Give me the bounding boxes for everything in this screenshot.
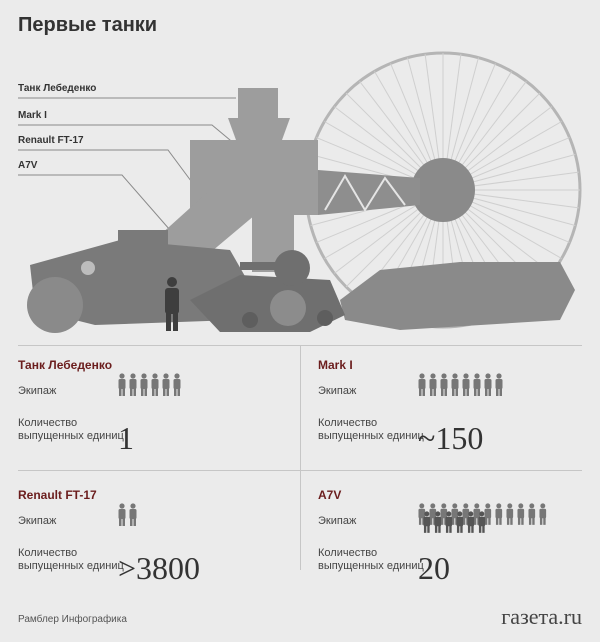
- crew-member-icon: [445, 511, 452, 532]
- crew-member-icon: [528, 503, 535, 524]
- crew-member-icon: [495, 503, 502, 524]
- crew-member-icon: [130, 373, 137, 396]
- quantity-label: Количество выпущенных единиц: [18, 417, 124, 442]
- crew-member-icon: [130, 503, 137, 526]
- quantity-value: ~150: [418, 420, 484, 456]
- crew-member-icon: [430, 373, 437, 396]
- legend-mark-i: Mark I: [18, 110, 47, 121]
- crew-member-icon: [506, 503, 513, 524]
- quantity-label: Количество выпущенных единиц: [18, 547, 124, 572]
- footer-credit: Рамблер Инфографика: [18, 614, 127, 625]
- crew-member-icon: [517, 503, 524, 524]
- legend-a7v: A7V: [18, 160, 38, 171]
- crew-icons: [418, 371, 506, 399]
- crew-member-icon: [152, 373, 159, 396]
- crew-member-icon: [452, 373, 459, 396]
- legend-lebedenko: Танк Лебеденко: [18, 83, 97, 94]
- crew-member-icon: [174, 373, 181, 396]
- crew-member-icon: [496, 373, 503, 396]
- crew-label: Экипаж: [18, 515, 57, 527]
- crew-label: Экипаж: [18, 385, 57, 397]
- crew-member-icon: [467, 511, 474, 532]
- divider-middle: [18, 470, 582, 471]
- tank-name: Renault FT-17: [18, 488, 97, 502]
- crew-label: Экипаж: [318, 515, 357, 527]
- tank-name: Mark I: [318, 358, 353, 372]
- footer-logo: газета.ru: [501, 604, 582, 629]
- crew-member-icon: [484, 503, 491, 524]
- quantity-value: >3800: [118, 550, 201, 586]
- crew-member-icon: [456, 511, 463, 532]
- crew-member-icon: [474, 373, 481, 396]
- tank-name: A7V: [318, 488, 342, 502]
- quantity-value: 20: [418, 550, 450, 586]
- divider-vertical: [300, 345, 301, 570]
- quantity-label: Количество выпущенных единиц: [318, 547, 424, 572]
- legend-renault: Renault FT-17: [18, 135, 84, 146]
- crew-member-icon: [463, 373, 470, 396]
- quantity-label: Количество выпущенных единиц: [318, 417, 424, 442]
- crew-icons: [418, 501, 556, 529]
- tank-name: Танк Лебеденко: [18, 358, 113, 372]
- crew-member-icon: [119, 503, 126, 526]
- crew-member-icon: [141, 373, 148, 396]
- crew-label: Экипаж: [318, 385, 357, 397]
- crew-member-icon: [163, 373, 170, 396]
- crew-member-icon: [485, 373, 492, 396]
- crew-member-icon: [419, 373, 426, 396]
- crew-icons: [118, 371, 184, 399]
- crew-member-icon: [119, 373, 126, 396]
- quantity-value: 1: [118, 420, 134, 456]
- crew-member-icon: [434, 511, 441, 532]
- page-title: Первые танки: [18, 14, 158, 36]
- crew-member-icon: [539, 503, 546, 524]
- crew-icons: [118, 501, 140, 529]
- crew-member-icon: [478, 511, 485, 532]
- crew-member-icon: [441, 373, 448, 396]
- crew-member-icon: [423, 511, 430, 532]
